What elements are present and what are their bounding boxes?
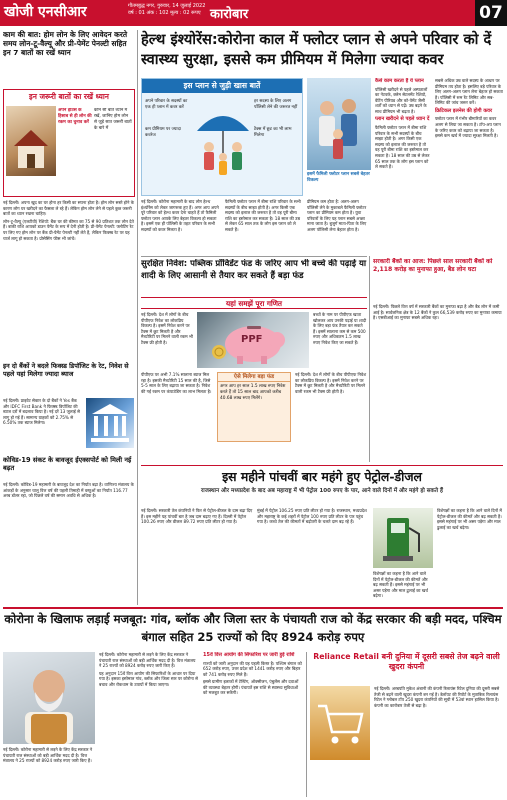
bank-photo <box>86 398 134 448</box>
fuel-headline: इस महीने पांचवीं बार महंगे हुए पेट्रोल-डीजल <box>222 469 422 484</box>
bottom-col-c <box>203 652 303 797</box>
masthead-bar <box>0 0 507 26</box>
infobox-right-text: कौन सी बातें ध्यान में रखें, जानिए होम लोन से जुड़े सात जरूरी बातों के बारे में <box>94 108 132 131</box>
main-story-block <box>141 78 503 253</box>
bottom-col-b <box>99 652 199 797</box>
main-story-para-4: पॉलिसी खरीदने से पहले अस्पतालों का नेटवर्क, क्लेम सेटलमेंट रेशियो, वेटिंग पीरियड और को-पेमेंट जैसी शर्तों को ध्यान से पढ़ें। उम्र बढ़ने के साथ प्रीमियम भी बढ़ता है। <box>375 86 428 114</box>
fd-rates-headline: इन दो बैंकों ने बदले फिक्स्ड डिपॉजिट के रेट, निवेश से पहले यहां मिलेगा ज्यादा ब्याज <box>3 362 129 378</box>
main-story-col-c <box>307 199 371 253</box>
right-column-top <box>435 78 503 253</box>
ppf-box-body: अगर आप हर साल 1.5 लाख रुपए निवेश करते हैं तो 15 साल बाद आपको करीब 40.68 लाख रुपए मिलेंगे। <box>220 384 286 401</box>
infographic-item-4: टैक्स में छूट का भी लाभ मिलेगा <box>254 127 292 138</box>
right-col-para-1: सबसे अधिक उम्र वाले सदस्य के आधार पर प्रीमियम तय होता है। इसलिए बड़े परिवार के लिए अलग-अलग प्लान लेना बेहतर हो सकता है। पॉलिसी में रूम रेंट लिमिट और सब-लिमिट की जांच जरूर करें। <box>435 78 503 106</box>
infographic-title: इस प्लान से जुड़ी खास बातें <box>142 79 302 93</box>
bottom-top-rule <box>3 607 503 609</box>
psu-bank-headline: सरकारी बैंकों का आज: पिछले साल सरकारी बैंकों को 2,118 करोड़ का मुनाफा हुआ, बैड लोन घटा <box>373 258 493 273</box>
export-headline: कोविड-19 संकट के बावजूद ईएक्सपोर्ट को मिली नई बढ़त <box>3 456 132 472</box>
fuel-block <box>141 508 503 604</box>
bottom-para-3: राज्यों को जारी अनुदान की यह पहली किस्त है। पश्चिम बंगाल को 652 करोड़ रुपए, उत्तर प्रदेश को 1441 करोड़ रुपए और बिहार को 741 करोड़ रुपए मिले हैं। <box>203 660 302 677</box>
shopping-cart-icon <box>310 686 370 760</box>
ppf-tagline: यहां समझें पूरा गणित <box>141 297 367 309</box>
fuel-col-a: नई दिल्ली। सरकारी तेल कंपनियों ने फिर से पेट्रोल-डीजल के दाम बढ़ा दिए हैं। इस महीने यह पांचवीं बार है जब दाम बढ़ाए गए हैं। दिल्ली में पेट्रोल 100.26 रुपए और डीजल 89.72 रुपए प्रति लीटर हो गया है। <box>141 508 253 525</box>
main-story-para-2: फैमिली फ्लोटर प्लान में बीमा राशि परिवार के सभी सदस्यों के बीच साझा होती है। अगर किसी एक सदस्य को इलाज की जरूरत है तो वह पूरी बीमा राशि का इस्तेमाल कर सकता है। 18 साल की उम्र से लेकर 65 साल तक के लोग इस प्लान को ले सकते हैं। <box>225 199 301 232</box>
fuel-col-c: विशेषज्ञों का कहना है कि आने वाले दिनों में पेट्रोल-डीजल की कीमतें और बढ़ सकती हैं। इससे महंगाई पर भी असर पड़ेगा और माल ढुलाई का खर्च बढ़ेगा। <box>437 508 502 530</box>
main-story-subhead-1: कैसे काम करता है ये प्लान <box>375 78 424 84</box>
fuel-col-b: मुंबई में पेट्रोल 106.25 रुपए प्रति लीटर हो गया है। राजस्थान, मध्यप्रदेश और महाराष्ट्र के कई शहरों में पेट्रोल 100 रुपए प्रति लीटर के पार पहुंच गया है। कच्चे तेल की कीमतों में बढ़ोतरी के चलते दाम बढ़ रहे हैं। <box>257 508 367 525</box>
reliance-photo <box>310 686 370 760</box>
ppf-col-c: पीपीएफ पर अभी 7.1% सालाना ब्याज मिल रहा है। इसकी मैच्योरिटी 15 साल की है, जिसे 5-5 साल के लिए बढ़ाया जा सकता है। निवेश की गई रकम पर कंपाउंडिंग का लाभ मिलता है। <box>141 372 212 394</box>
fuel-top-rule <box>141 465 503 466</box>
reliance-body: नई दिल्ली। अरबपति मुकेश अंबानी की कंपनी रिलायंस रिटेल दुनिया की दूसरी सबसे तेजी से बढ़ने वाली खुदरा कंपनी बन गई है। डेलॉयट की रिपोर्ट के मुताबिक रिलायंस रिटेल ने ग्लोबल टॉप 250 खुदरा कंपनियों की सूची में 53वां स्थान हासिल किया है। कंपनी का कारोबार तेजी से बढ़ा है। <box>374 686 500 708</box>
dateline <box>128 3 205 17</box>
house-icon <box>6 106 56 176</box>
fuel-photo <box>373 508 433 568</box>
fuel-pump-icon <box>373 508 433 568</box>
family-photo-figures <box>307 78 371 170</box>
main-story-col-b <box>225 199 303 253</box>
infographic-item-2: कम प्रीमियम पर ज्यादा कवरेज <box>145 127 181 138</box>
fd-rates-text: नई दिल्ली। प्राइवेट सेक्टर के दो बैंकों ने Yes बैंक और IDFC First Bank ने फिक्स्ड डिपॉजिट की ब्याज दरों में बदलाव किया है। नई दरें 13 जुलाई से लागू हो गई हैं। सामान्य ग्राहकों को 2.75% से 6.50% तक ब्याज मिलेगा। <box>3 398 80 426</box>
infographic-item-1: अपने परिवार के सदस्यों का एक ही प्लान में कवर करें <box>145 99 188 110</box>
infographic-item-3: हर सदस्य के लिए अलग पॉलिसी लेने की जरूरत नहीं <box>254 99 298 110</box>
main-story-col-a: नई दिल्ली। कोरोना महामारी के बाद लोग हेल्थ इंश्योरेंस को लेकर जागरूक हुए हैं। अगर आप अपने पूरे परिवार को हेल्थ कवर देना चाहते हैं तो फैमिली फ्लोटर प्लान आपके लिए बेहतर विकल्प हो सकता है। इसमें एक ही पॉलिसी के तहत परिवार के सभी सदस्यों को कवर मिलता है। <box>141 199 219 232</box>
house-photo <box>6 106 56 176</box>
ppf-box-title: ऐसे मिलेगा बड़ा फंड <box>218 373 290 382</box>
bottom-block <box>3 652 503 797</box>
ppf-photo <box>197 312 309 368</box>
reliance-box <box>310 652 503 797</box>
column-divider-3 <box>306 652 307 797</box>
bottom-para-2: यह अनुदान 15वें वित्त आयोग की सिफारिशों के आधार पर दिया गया है। इसका इस्तेमाल गांव, ब्लॉक और जिला स्तर पर कोरोना से बचाव और रोकथाम के उपायों में किया जाएगा। <box>99 670 198 687</box>
bottom-para-1: नई दिल्ली। कोरोना महामारी से लड़ने के लिए केंद्र सरकार ने पंचायती राज संस्थाओं को बड़ी आर्थिक मदद दी है। वित्त मंत्रालय ने 25 राज्यों को 8924 करोड़ रुपए जारी किए हैं। <box>99 652 196 669</box>
section-title: कारोबार <box>210 7 249 22</box>
main-story-para-3: प्रीमियम कम होता है: अलग-अलग पॉलिसी लेने के मुकाबले फैमिली फ्लोटर प्लान का प्रीमियम कम होता है। युवा परिवारों के लिए यह प्लान सबसे अच्छा माना जाता है। बुजुर्ग माता-पिता के लिए अलग पॉलिसी लेना बेहतर होता है। <box>307 199 367 232</box>
leader-portrait-icon <box>3 652 95 744</box>
page-number: 07 <box>475 0 507 26</box>
masthead-logo: खोजी एनसीआर <box>4 4 87 20</box>
ppf-calc-box <box>217 372 291 442</box>
home-loan-para-2: लोन-टू-वैल्यू (एलटीवी) रेशियो: बैंक घर की कीमत का 75 से 90 प्रतिशत तक लोन देते हैं। बाकी राशि आपको डाउन पेमेंट के रूप में देनी होती है। प्री-पेमेंट पेनल्टी: फ्लोटिंग रेट पर लिए गए होम लोन पर बैंक प्री-पेमेंट पेनल्टी नहीं लेते हैं, लेकिन फिक्स्ड रेट पर यह चार्ज लागू हो सकता है। प्रोसेसिंग फीस भी जांचें। <box>3 218 134 241</box>
family-photo <box>307 78 371 170</box>
main-story-col-d <box>375 78 431 253</box>
fd-rates-body <box>3 398 135 452</box>
bottom-col-a: नई दिल्ली। कोरोना महामारी से लड़ने के लिए केंद्र सरकार ने पंचायती राज संस्थाओं को बड़ी आर्थिक मदद दी है। वित्त मंत्रालय ने 25 राज्यों को 8924 करोड़ रुपए जारी किए हैं। <box>3 747 93 764</box>
reliance-headline: Reliance Retail बनी दुनिया में दूसरी सबसे तेज बढ़ने वाली खुदरा कंपनी <box>313 652 500 671</box>
home-loan-headline: काम की बात: होम लोन के लिए आवेदन करते समय लोन-टू-वैल्यू और प्री-पेमेंट पेनल्टी सहित इन 7 बातों का रखें ध्यान <box>3 30 128 57</box>
bottom-subhead: 15वें वित्त आयोग की सिफारिश पर जारी हुई राशि <box>203 652 295 658</box>
bottom-para-4: इससे ग्रामीण इलाकों में टेस्टिंग, ऑक्सीजन, एंबुलेंस और दवाओं की व्यवस्था बेहतर होगी। पंचायतें इस राशि से स्वास्थ्य सुविधाओं को मजबूत कर सकेंगी। <box>203 679 299 696</box>
psu-bank-body: नई दिल्ली। पिछले वित्त वर्ष में सरकारी बैंकों का मुनाफा बढ़ा है और बैड लोन में कमी आई है। सार्वजनिक क्षेत्र के 12 बैंकों ने कुल 66,539 करोड़ रुपए का मुनाफा कमाया है। एसबीआई का मुनाफा सबसे अधिक रहा। <box>373 304 502 321</box>
main-story-subhead-2: प्लान खरीदने से पहले ध्यान दें <box>375 116 430 123</box>
main-story-para-5: फैमिली फ्लोटर प्लान में बीमा राशि परिवार के सभी सदस्यों के बीच साझा होती है। अगर किसी एक सदस्य को इलाज की जरूरत है तो वह पूरी बीमा राशि का इस्तेमाल कर सकता है। 18 साल की उम्र से लेकर 65 साल तक के लोग इस प्लान को ले सकते हैं। <box>375 124 430 170</box>
ppf-block <box>141 312 367 462</box>
divider-ppf-top <box>141 256 367 257</box>
dateline-issue: वर्ष : 01 अंक : 102 मूल्य : 02 रूपए <box>128 10 201 16</box>
bank-building-icon <box>86 398 134 448</box>
health-insurance-headline: हेल्थ इंश्योरेंस:कोरोना काल में फ्लोटर प्लान से अपने परिवार को दें स्वास्थ्य सुरक्षा, इससे कम प्रीमियम में मिलेगा ज्यादा कवर <box>141 31 492 68</box>
floater-infographic <box>141 78 303 196</box>
infobox-title: इन जरूरी बातों का रखें ध्यान <box>4 90 134 104</box>
column-divider-2 <box>369 256 370 462</box>
family-umbrella-icon <box>193 101 253 191</box>
dateline-date: गौतमबुद्ध नगर, गुरुवार, 14 जुलाई 2022 <box>128 3 206 9</box>
right-col-para-2: फ्लोटर प्लान में गंभीर बीमारियों का कवर अलग से लिया जा सकता है। टॉप-अप प्लान के जरिए कवर को बढ़ाया जा सकता है। इससे कम खर्च में ज्यादा सुरक्षा मिलती है। <box>435 116 501 139</box>
home-loan-para-1: नई दिल्ली। अपना खुद का घर होना हर किसी का सपना होता है। होम लोन सस्ते होने के कारण लोग घर खरीदने का फैसला ले रहे हैं। लेकिन होम लोन लेने से पहले कुछ जरूरी बातों का ध्यान रखना चाहिए। <box>3 200 134 217</box>
home-loan-infobox <box>3 89 135 197</box>
column-divider-1 <box>137 30 138 605</box>
ppf-headline: सुरक्षित निवेश: पब्लिक प्रॉविडेंट फंड के जरिए आप भी बच्चे की पढ़ाई या शादी के लिए आसानी से तैयार कर सकते हैं बड़ा फंड <box>141 259 367 281</box>
ppf-col-d: नई दिल्ली। देश में लोगों के बीच पीपीएफ निवेश का लोकप्रिय विकल्प है। इसमें निवेश करने पर टैक्स में छूट मिलती है और मैच्योरिटी पर मिलने वाली रकम भी टैक्स फ्री होती है। <box>295 372 367 394</box>
fuel-subhead: राजस्थान और मध्यप्रदेश के बाद अब महाराष्ट्र में भी पेट्रोल 100 रुपए के पार, आने वाले दिनों में और महंगे हो सकते हैं <box>201 488 443 494</box>
ppf-photo-label: PPF <box>241 334 263 345</box>
export-body: नई दिल्ली। कोविड-19 महामारी के बावजूद देश का निर्यात बढ़ा है। वाणिज्य मंत्रालय के आंकड़ों के अनुसार चालू वित्त वर्ष की पहली तिमाही में वस्तुओं का निर्यात 116.77 अरब डॉलर रहा, जो पिछले वर्ष की समान अवधि से अधिक है। <box>3 482 134 499</box>
home-loan-body <box>3 200 135 360</box>
fuel-col-c2: विशेषज्ञों का कहना है कि आने वाले दिनों में पेट्रोल-डीजल की कीमतें और बढ़ सकती हैं। इससे महंगाई पर भी असर पड़ेगा और माल ढुलाई का खर्च बढ़ेगा। <box>373 571 428 599</box>
ppf-col-b: बच्चों के नाम पर पीपीएफ खाता खोलकर आप उनकी पढ़ाई या शादी के लिए बड़ा फंड तैयार कर सकते हैं। इसमें सालाना कम से कम 500 रुपए और अधिकतम 1.5 लाख रुपए निवेश किए जा सकते हैं। <box>313 312 367 345</box>
right-col-subhead: क्रिटिकल इलनेस की होगी कवर <box>435 107 493 114</box>
left-column <box>3 30 135 605</box>
ppf-col-a: नई दिल्ली। देश में लोगों के बीच पीपीएफ निवेश का लोकप्रिय विकल्प है। इसमें निवेश करने पर टैक्स में छूट मिलती है और मैच्योरिटी पर मिलने वाली रकम भी टैक्स फ्री होती है। <box>141 312 193 345</box>
pm-photo <box>3 652 95 744</box>
panchayat-fund-headline: कोरोना के खिलाफ लड़ाई मजबूत: गांव, ब्लॉक और जिला स्तर के पंचायती राज को केंद्र सरकार की बड़ी मदद, पश्चिम बंगाल सहित 25 राज्यों को दिए 8924 करोड़ रुपए <box>4 612 502 644</box>
infobox-left-text: अपने हाउस के हिसाब से ही लोन की रकम का चुनाव करें <box>58 108 92 125</box>
family-photo-caption: इसमें फैमिली फ्लोटर प्लान सबसे बेहतर विकल्प <box>307 172 370 183</box>
